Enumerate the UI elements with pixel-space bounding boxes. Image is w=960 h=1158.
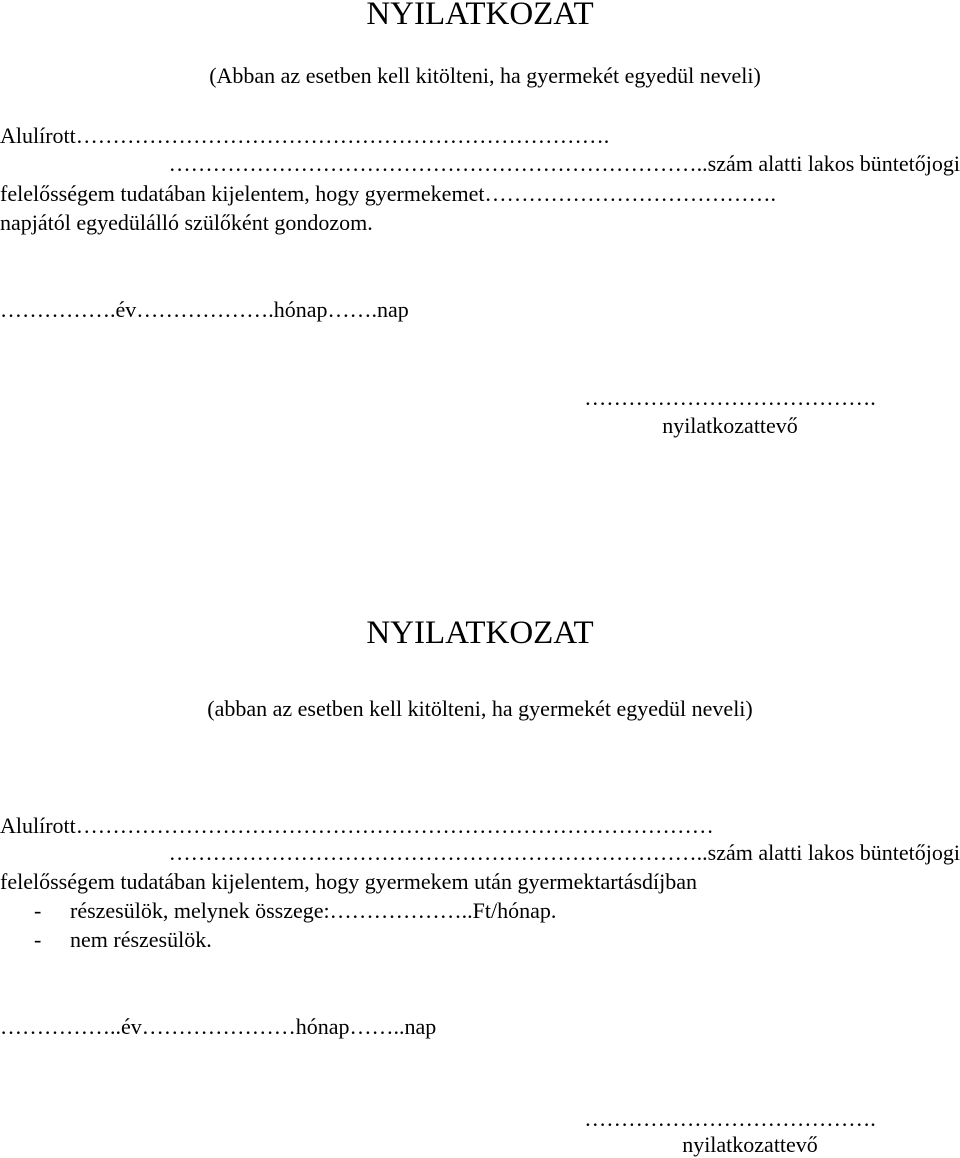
form1-line-care: napjától egyedülálló szülőként gondozom. xyxy=(0,210,373,235)
list-item-text: részesülök, melynek összege:………………..Ft/hónap. xyxy=(70,898,557,923)
list-item-not-receives xyxy=(0,927,212,953)
form2-line-declaration: felelősségem tudatában kijelentem, hogy gyermekem után gyermektartásdíjban xyxy=(0,869,698,894)
form1-title: NYILATKOZAT xyxy=(366,0,594,32)
form2-line-name: Alulírott…………………………………………………………………………… xyxy=(0,813,714,838)
form2-subtitle: (abban az esetben kell kitölteni, ha gyermekét egyedül neveli) xyxy=(207,696,753,721)
form2-date: ……………..év…………………hónap……..nap xyxy=(0,1014,437,1039)
list-dash: - xyxy=(34,927,42,952)
form1-line-address: ………………………………………………………………..szám alatti lakos büntetőjogi xyxy=(168,151,960,176)
form1-signature-label: nyilatkozattevő xyxy=(662,413,798,438)
form1-line-name: Alulírott………………………………………………………………. xyxy=(0,123,610,148)
form1-signature-line: …………………………………. xyxy=(584,385,876,410)
form1-line-declaration: felelősségem tudatában kijelentem, hogy gyermekemet…………………………………. xyxy=(0,181,776,206)
form1-date: …………….év……………….hónap…….nap xyxy=(0,297,409,322)
list-item-receives xyxy=(0,898,556,924)
list-dash: - xyxy=(34,898,42,923)
form1-subtitle: (Abban az esetben kell kitölteni, ha gyermekét egyedül neveli) xyxy=(209,63,761,88)
form2-title: NYILATKOZAT xyxy=(366,615,594,651)
form2-signature-line: …………………………………. xyxy=(584,1106,876,1131)
list-item-text: nem részesülök. xyxy=(70,927,212,952)
form2-line-address: ………………………………………………………………..szám alatti lakos büntetőjogi xyxy=(168,840,960,865)
form2-signature-label: nyilatkozattevő xyxy=(682,1132,818,1157)
